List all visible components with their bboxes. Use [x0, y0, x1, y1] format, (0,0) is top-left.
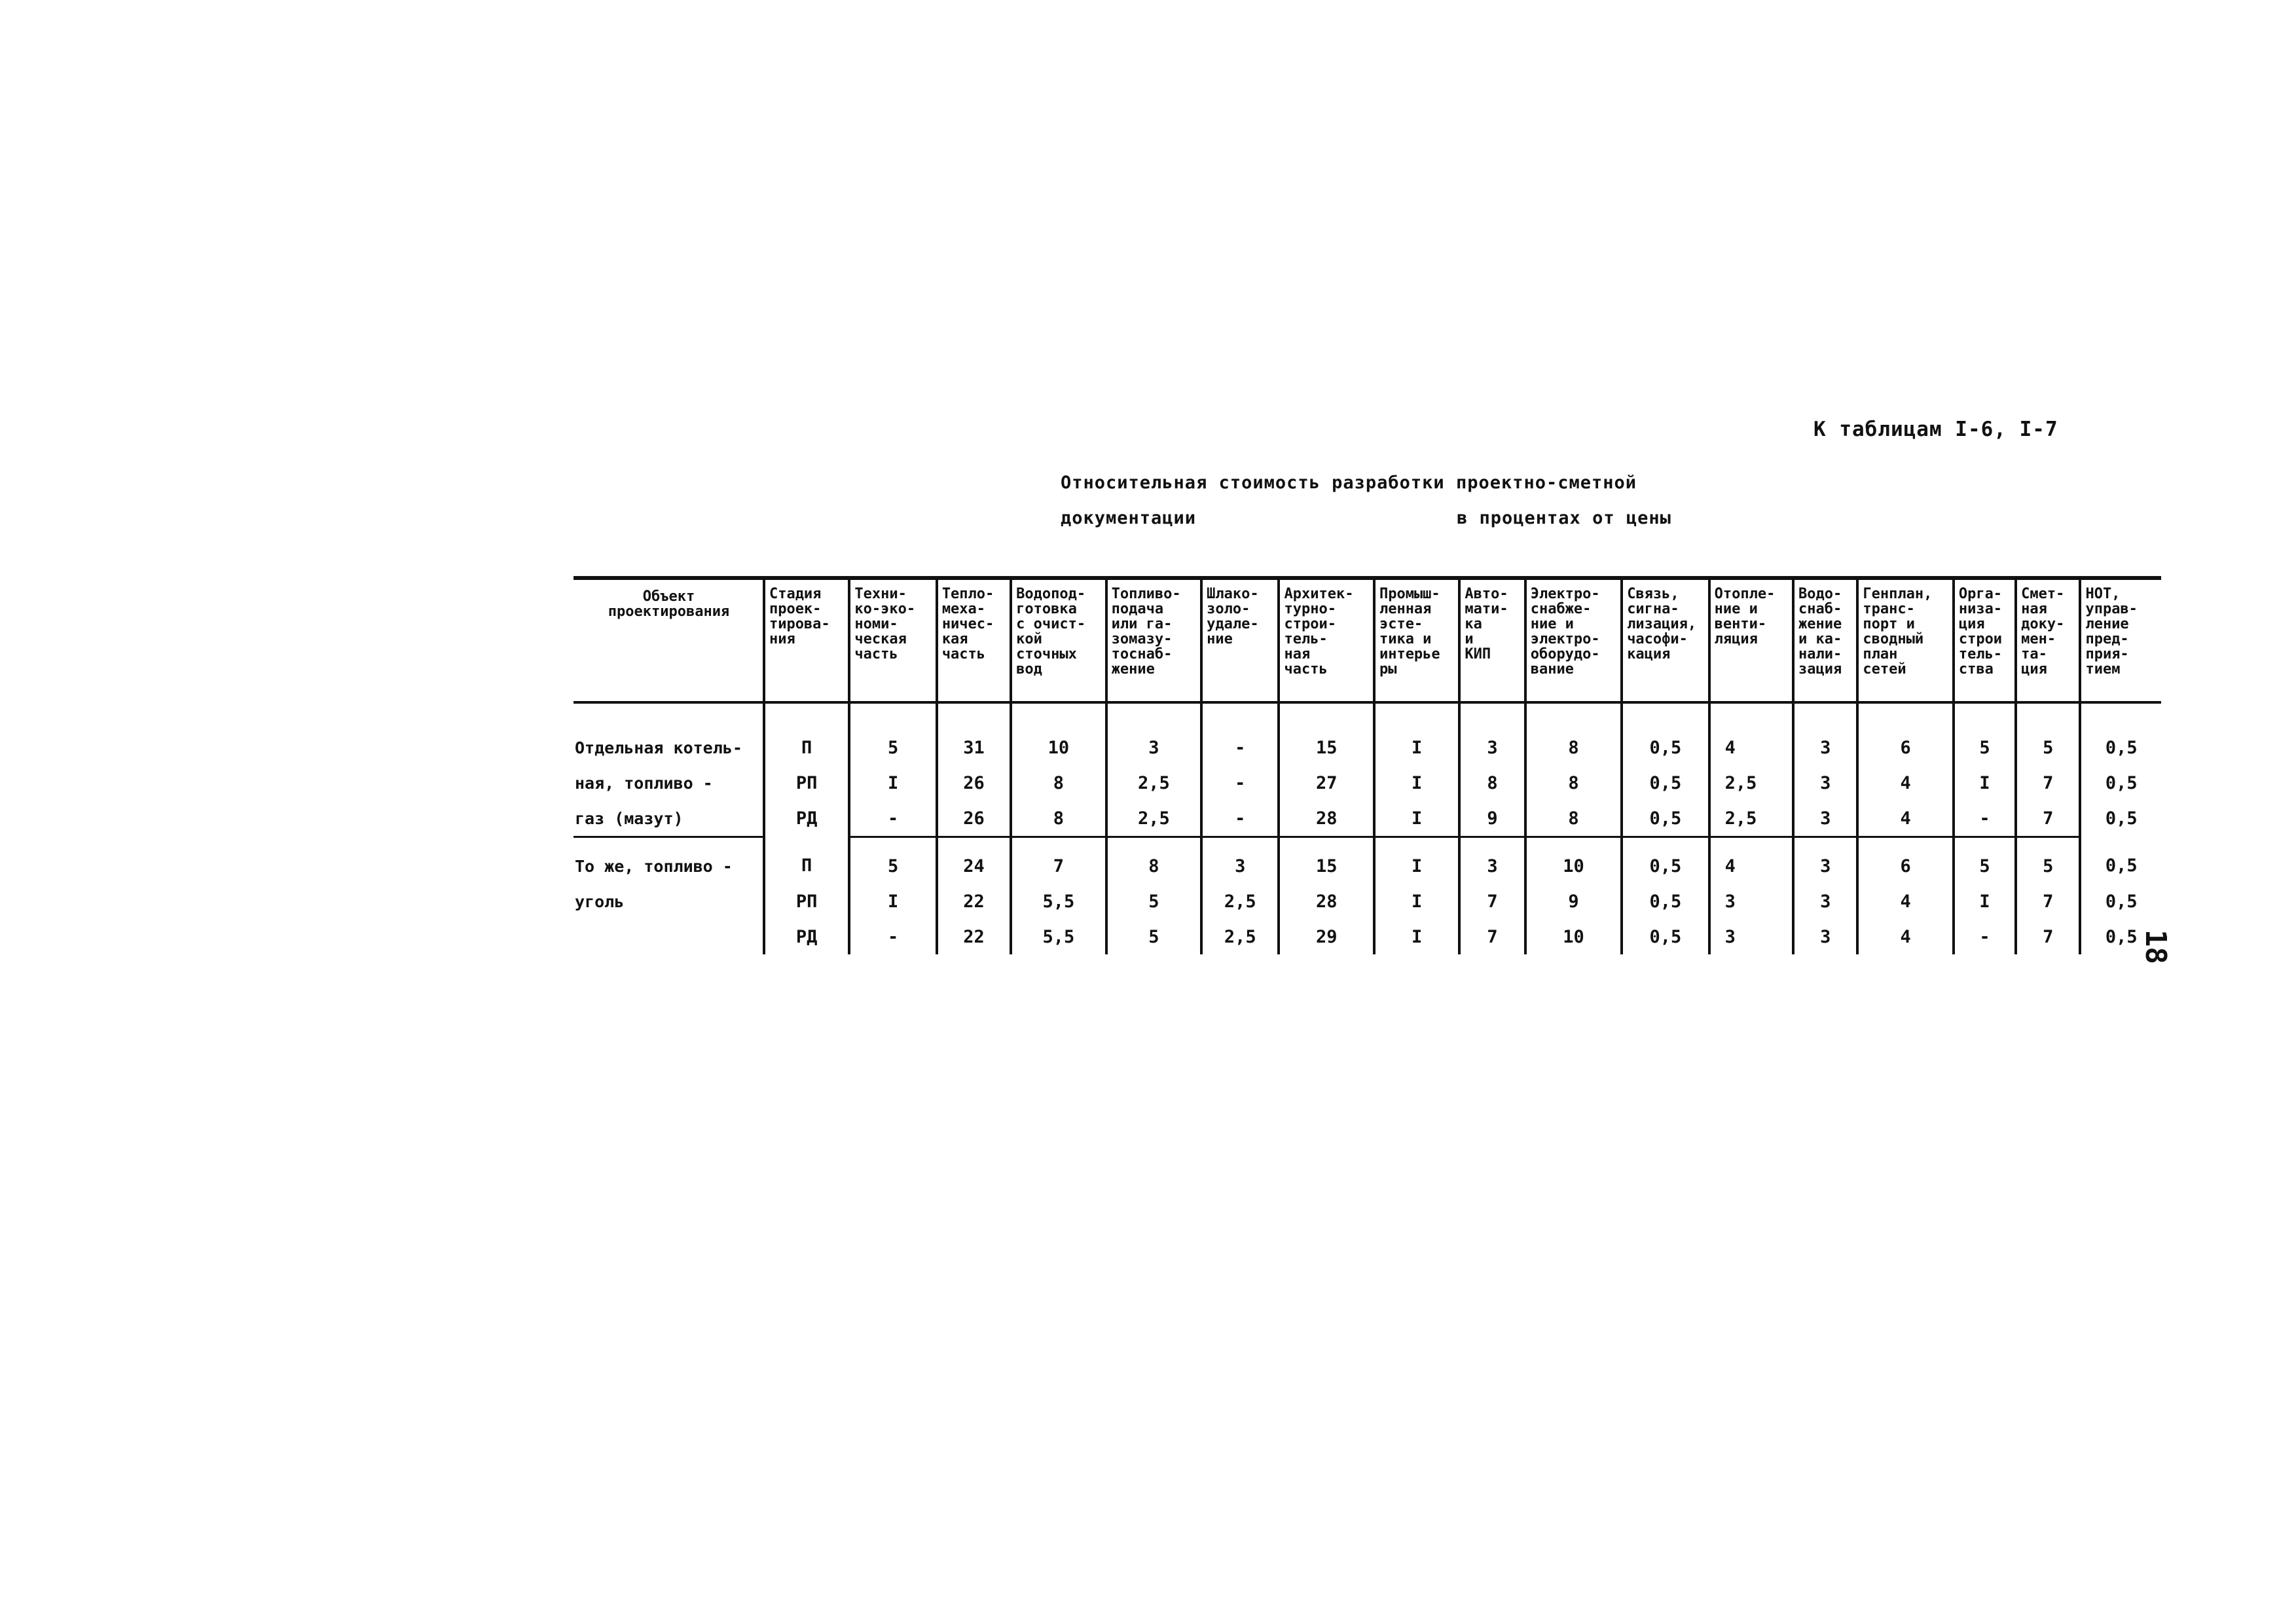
column-header: Водо- снаб- жение и ка- нали- зация	[1793, 578, 1857, 702]
value-cell: 8	[1525, 801, 1622, 837]
value-cell: I	[1954, 765, 2016, 801]
value-cell: 2,5	[1106, 765, 1201, 801]
column-header: Смет- ная доку- мен- та- ция	[2016, 578, 2080, 702]
column-header: Топливо- подача или га- зомазу- тоснаб- жение	[1106, 578, 1201, 702]
value-cell: 4	[1709, 837, 1793, 884]
value-cell: 8	[1525, 765, 1622, 801]
value-cell: -	[1954, 801, 2016, 837]
value-cell: 2,5	[1201, 884, 1279, 919]
value-cell: 22	[937, 884, 1011, 919]
value-cell: I	[1374, 837, 1459, 884]
value-cell: 28	[1279, 801, 1374, 837]
value-cell: 3	[1793, 919, 1857, 954]
value-cell: 2,5	[1709, 765, 1793, 801]
column-header: Промыш- ленная эсте- тика и интерье ры	[1374, 578, 1459, 702]
value-cell: 4	[1857, 801, 1953, 837]
value-cell: 4	[1709, 702, 1793, 765]
value-cell: 0,5	[1622, 702, 1709, 765]
value-cell: 5	[1106, 884, 1201, 919]
value-cell: I	[1374, 765, 1459, 801]
page-number: 18	[2139, 929, 2172, 964]
value-cell: 3	[1709, 919, 1793, 954]
value-cell: 15	[1279, 702, 1374, 765]
value-cell: 3	[1793, 801, 1857, 837]
value-cell: 22	[937, 919, 1011, 954]
value-cell: 7	[2016, 919, 2080, 954]
value-cell: 9	[1525, 884, 1622, 919]
value-cell: 26	[937, 765, 1011, 801]
column-header: Авто- мати- ка и КИП	[1459, 578, 1525, 702]
document-title-units: в процентах от цены	[1457, 508, 1671, 528]
value-cell: 29	[1279, 919, 1374, 954]
column-header: Шлако- золо- удале- ние	[1201, 578, 1279, 702]
stage-cell: П	[764, 702, 849, 765]
table-row	[574, 801, 2161, 837]
value-cell: -	[1954, 919, 2016, 954]
value-cell: 7	[2016, 801, 2080, 837]
value-cell: I	[1374, 919, 1459, 954]
stage-cell: РД	[764, 919, 849, 954]
value-cell: 24	[937, 837, 1011, 884]
value-cell: 5,5	[1011, 919, 1106, 954]
value-cell: 28	[1279, 884, 1374, 919]
value-cell: 0,5	[2080, 702, 2161, 765]
table-row	[574, 919, 2161, 954]
object-name-cell: Отдельная котель-	[575, 738, 742, 757]
value-cell: 8	[1106, 837, 1201, 884]
value-cell: 7	[1459, 919, 1525, 954]
value-cell: 2,5	[1709, 801, 1793, 837]
value-cell: 0,5	[2080, 765, 2161, 801]
value-cell: 0,5	[2080, 837, 2161, 884]
value-cell: 5	[849, 702, 936, 765]
value-cell: 7	[1459, 884, 1525, 919]
value-cell: 4	[1857, 919, 1953, 954]
table-row	[574, 702, 2161, 765]
column-header: Техни- ко-эко- номи- ческая часть	[849, 578, 936, 702]
column-header: Орга- низа- ция строи тель- ства	[1954, 578, 2016, 702]
value-cell: 3	[1793, 837, 1857, 884]
table-row	[574, 837, 2161, 884]
value-cell: 2,5	[1106, 801, 1201, 837]
document-title-line2: документации	[1061, 508, 1197, 528]
value-cell: 0,5	[2080, 884, 2161, 919]
value-cell: 5	[2016, 702, 2080, 765]
value-cell: 7	[1011, 837, 1106, 884]
column-header: Электро- снабже- ние и электро- оборудо- вание	[1525, 578, 1622, 702]
value-cell: 3	[1201, 837, 1279, 884]
value-cell: 27	[1279, 765, 1374, 801]
value-cell: -	[1201, 765, 1279, 801]
value-cell: I	[1374, 884, 1459, 919]
value-cell: 8	[1011, 765, 1106, 801]
value-cell: 8	[1525, 702, 1622, 765]
table-body	[574, 702, 2161, 954]
value-cell: 3	[1709, 884, 1793, 919]
value-cell: 3	[1793, 765, 1857, 801]
value-cell: 3	[1793, 702, 1857, 765]
column-header: Объект проектирования	[574, 578, 764, 702]
value-cell: 10	[1011, 702, 1106, 765]
value-cell: 4	[1857, 884, 1953, 919]
value-cell: 5,5	[1011, 884, 1106, 919]
value-cell: 10	[1525, 837, 1622, 884]
column-header: Водопод- готовка с очист- кой сточных вод	[1011, 578, 1106, 702]
column-header: Генплан, транс- порт и сводный план сетей	[1857, 578, 1953, 702]
column-header: Архитек- турно- строи- тель- ная часть	[1279, 578, 1374, 702]
value-cell: -	[849, 919, 936, 954]
value-cell: 3	[1793, 884, 1857, 919]
column-header: Отопле- ние и венти- ляция	[1709, 578, 1793, 702]
value-cell: -	[1201, 702, 1279, 765]
value-cell: 4	[1857, 765, 1953, 801]
value-cell: -	[1201, 801, 1279, 837]
value-cell: 3	[1106, 702, 1201, 765]
column-header: Тепло- меха- ничес- кая часть	[937, 578, 1011, 702]
value-cell: 6	[1857, 837, 1953, 884]
value-cell: 0,5	[2080, 919, 2161, 954]
stage-cell: РП	[764, 884, 849, 919]
object-name-cell: То же, топливо -	[574, 837, 764, 884]
stage-cell: П	[764, 837, 849, 884]
value-cell: -	[849, 801, 936, 837]
object-name-cell: газ (мазут)	[575, 808, 683, 828]
value-cell: 9	[1459, 801, 1525, 837]
value-cell: 5	[2016, 837, 2080, 884]
stage-cell: РД	[764, 801, 849, 837]
value-cell: 0,5	[1622, 801, 1709, 837]
value-cell: 8	[1459, 765, 1525, 801]
table-row	[574, 765, 2161, 801]
object-name-cell: уголь	[575, 892, 625, 911]
object-name-cell: ная, топливо -	[575, 773, 713, 793]
value-cell: 0,5	[1622, 884, 1709, 919]
column-header: Связь, сигна- лизация, часофи- кация	[1622, 578, 1709, 702]
column-header: Стадия проек- тирова- ния	[764, 578, 849, 702]
value-cell: 26	[937, 801, 1011, 837]
value-cell: 15	[1279, 837, 1374, 884]
value-cell: I	[849, 765, 936, 801]
table-row	[574, 884, 2161, 919]
value-cell: I	[1374, 702, 1459, 765]
value-cell: 3	[1459, 702, 1525, 765]
value-cell: 5	[1106, 919, 1201, 954]
value-cell: 8	[1011, 801, 1106, 837]
value-cell: 6	[1857, 702, 1953, 765]
value-cell: 10	[1525, 919, 1622, 954]
document-title-line1: Относительная стоимость разработки проектно-сметной	[1061, 473, 1637, 493]
value-cell: 5	[1954, 702, 2016, 765]
value-cell: 0,5	[1622, 837, 1709, 884]
value-cell: 7	[2016, 765, 2080, 801]
cost-distribution-table	[574, 576, 2161, 954]
value-cell: 5	[849, 837, 936, 884]
value-cell: 5	[1954, 837, 2016, 884]
value-cell: 2,5	[1201, 919, 1279, 954]
table-header-row	[574, 578, 2161, 702]
value-cell: I	[1954, 884, 2016, 919]
value-cell: 3	[1459, 837, 1525, 884]
column-header: НОТ, управ- ление пред- прия- тием	[2080, 578, 2161, 702]
value-cell: 0,5	[1622, 765, 1709, 801]
value-cell: 7	[2016, 884, 2080, 919]
value-cell: 0,5	[1622, 919, 1709, 954]
value-cell: 0,5	[2080, 801, 2161, 837]
value-cell: 31	[937, 702, 1011, 765]
value-cell: I	[1374, 801, 1459, 837]
table-reference: К таблицам I-6, I-7	[1813, 418, 2058, 441]
object-name-cell	[574, 919, 764, 954]
value-cell: I	[849, 884, 936, 919]
stage-cell: РП	[764, 765, 849, 801]
